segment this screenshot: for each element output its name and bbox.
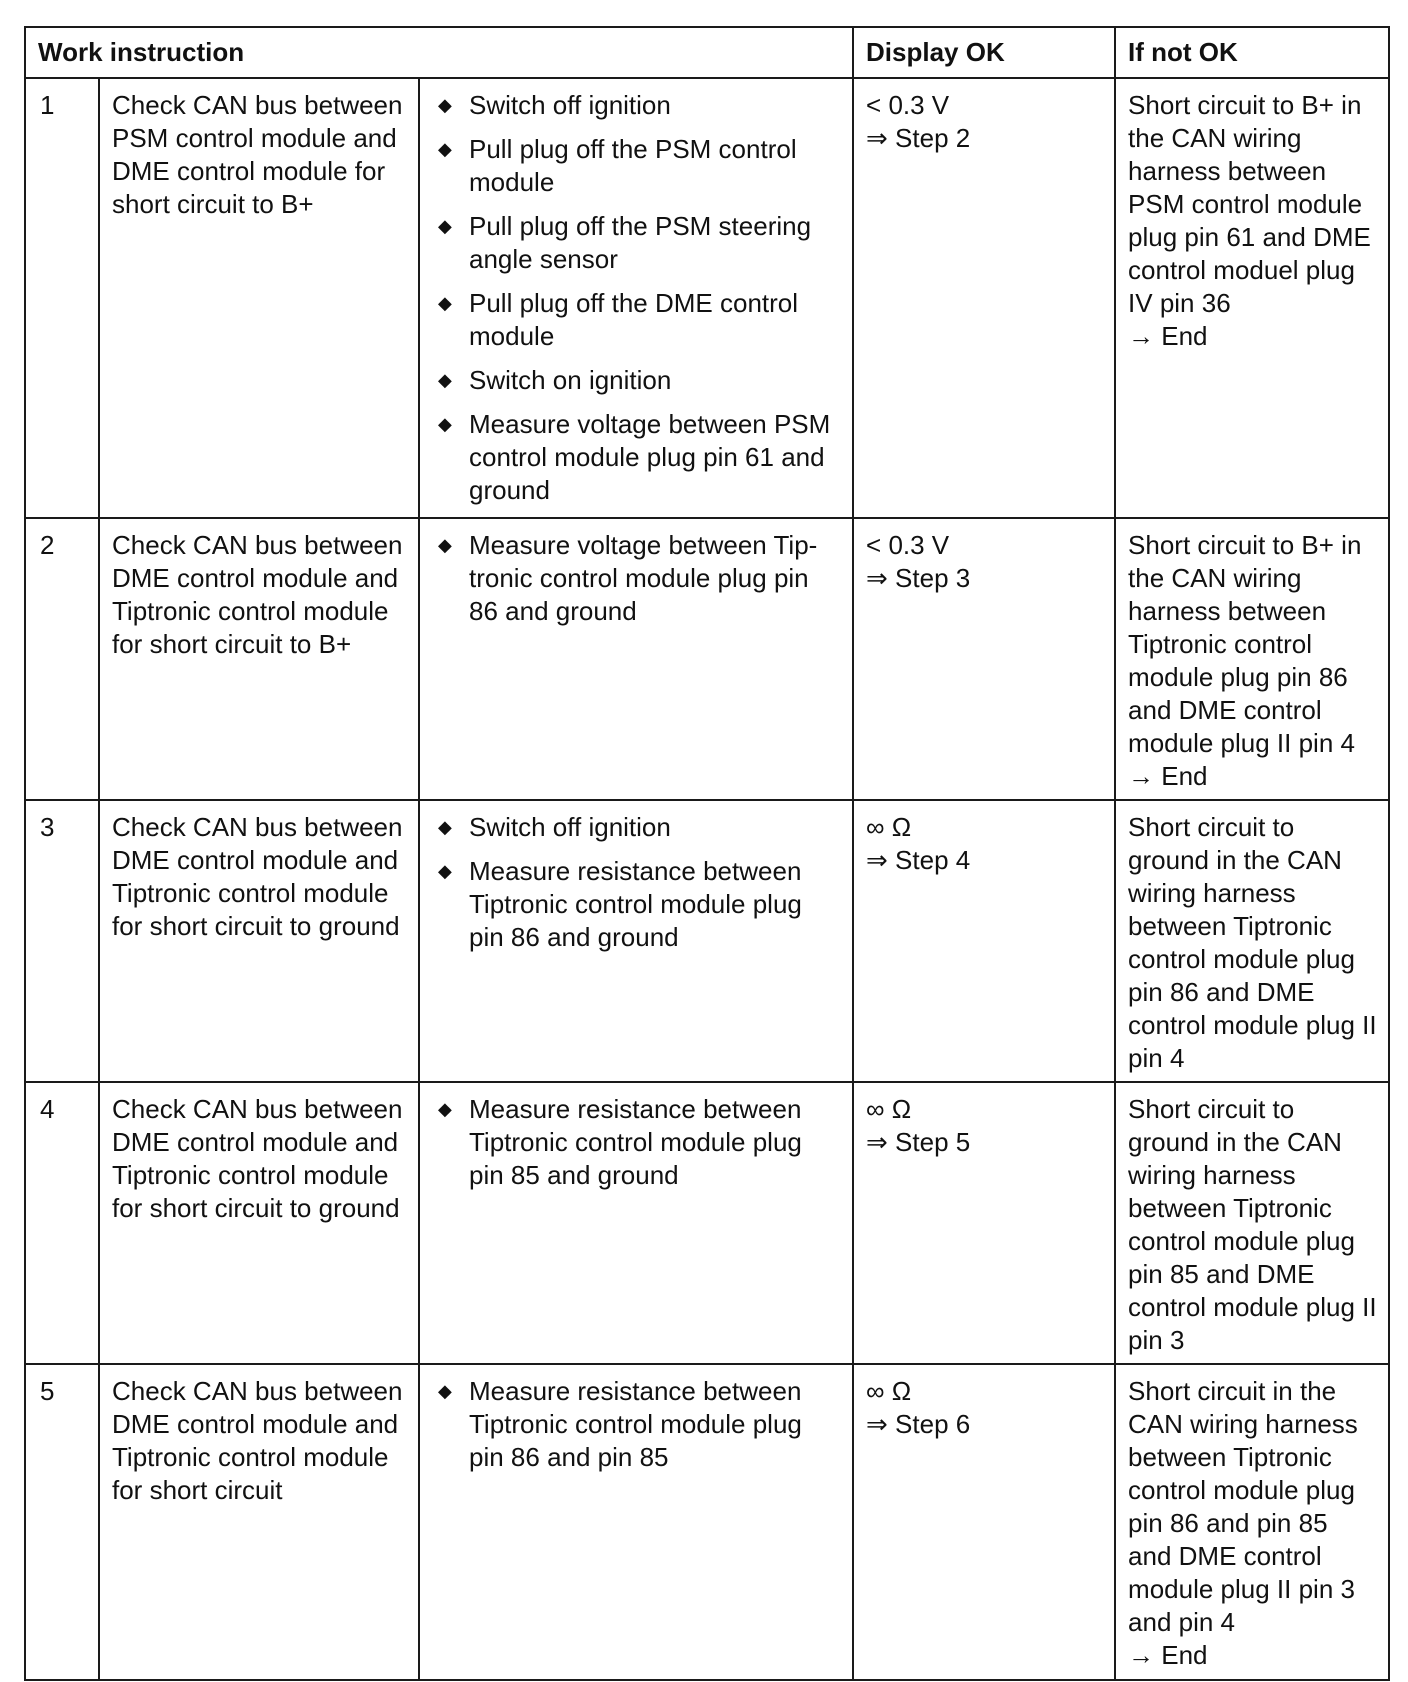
header-work-instruction: Work instruction xyxy=(25,27,853,78)
procedure-cell xyxy=(419,518,853,800)
step-number: 1 xyxy=(25,78,99,518)
fault-description: Short circuit to B+ in the CAN wiring harness between Tiptronic control module plug pin 86 and DME control module plug II pin 4 xyxy=(1128,530,1362,758)
procedure-step: Switch on ignition xyxy=(469,365,672,395)
check-description: Check CAN bus between DME control module and Tiptronic control module for short circuit to B+ xyxy=(99,518,419,800)
end-marker: → End xyxy=(1128,321,1208,351)
display-value: ∞ Ω xyxy=(866,1094,912,1124)
procedure-cell xyxy=(419,1082,853,1364)
display-ok-cell xyxy=(853,518,1115,800)
procedure-step: Pull plug off the DME control module xyxy=(469,288,799,351)
if-not-ok-cell xyxy=(1115,1082,1389,1364)
diamond-bullet-icon: ◆ xyxy=(438,861,452,881)
diamond-bullet-icon: ◆ xyxy=(438,139,452,159)
check-description: Check CAN bus between PSM control module and DME control module for short circuit to B+ xyxy=(99,78,419,518)
display-value: < 0.3 V xyxy=(866,90,950,120)
list-item xyxy=(432,210,842,276)
if-not-ok-cell xyxy=(1115,518,1389,800)
check-description: Check CAN bus between DME control module and Tiptronic control module for short circuit xyxy=(99,1364,419,1680)
table-row xyxy=(25,1082,1389,1364)
display-ok-cell xyxy=(853,1364,1115,1680)
diamond-bullet-icon: ◆ xyxy=(438,370,452,390)
procedure-step: Measure resistance between Tiptronic control module plug pin 86 and pin 85 xyxy=(469,1376,802,1472)
document-page xyxy=(24,26,1388,1681)
list-item xyxy=(432,811,842,844)
procedure-step: Pull plug off the PSM steering angle sensor xyxy=(469,211,812,274)
next-step: ⇒ Step 5 xyxy=(866,1127,971,1157)
diamond-bullet-icon: ◆ xyxy=(438,216,452,236)
diamond-bullet-icon: ◆ xyxy=(438,1099,452,1119)
table-header-row xyxy=(25,27,1389,78)
display-value: ∞ Ω xyxy=(866,1376,912,1406)
diamond-bullet-icon: ◆ xyxy=(438,535,452,555)
procedure-list xyxy=(432,1375,842,1474)
step-number: 3 xyxy=(25,800,99,1082)
display-value: ∞ Ω xyxy=(866,812,912,842)
if-not-ok-cell xyxy=(1115,78,1389,518)
display-ok-cell xyxy=(853,78,1115,518)
procedure-cell xyxy=(419,800,853,1082)
procedure-list xyxy=(432,89,842,507)
list-item xyxy=(432,1375,842,1474)
fault-description: Short circuit to ground in the CAN wiring harness between Tiptronic control module plug pin 86 and DME control module plug II pin 4 xyxy=(1128,812,1377,1073)
procedure-step: Measure voltage between PSM control module plug pin 61 and ground xyxy=(469,409,831,505)
procedure-step: Measure resistance between Tiptronic control module plug pin 85 and ground xyxy=(469,1094,802,1190)
step-number: 4 xyxy=(25,1082,99,1364)
list-item xyxy=(432,287,842,353)
next-step: ⇒ Step 3 xyxy=(866,563,971,593)
fault-description: Short circuit in the CAN wiring harness between Tiptronic control module plug pin 86 and pin 85 and DME control module plug II pin 3 and pin 4 xyxy=(1128,1376,1358,1637)
procedure-step: Switch off ignition xyxy=(469,812,671,842)
display-value: < 0.3 V xyxy=(866,530,950,560)
list-item xyxy=(432,89,842,122)
check-description: Check CAN bus between DME control module and Tiptronic control module for short circuit to ground xyxy=(99,800,419,1082)
step-number: 5 xyxy=(25,1364,99,1680)
end-marker: → End xyxy=(1128,1640,1208,1670)
procedure-step: Measure resistance between Tiptronic control module plug pin 86 and ground xyxy=(469,856,802,952)
if-not-ok-cell xyxy=(1115,800,1389,1082)
list-item xyxy=(432,855,842,954)
procedure-list xyxy=(432,811,842,954)
diamond-bullet-icon: ◆ xyxy=(438,95,452,115)
list-item xyxy=(432,529,842,628)
end-marker: → End xyxy=(1128,761,1208,791)
procedure-step: Switch off ignition xyxy=(469,90,671,120)
work-instruction-table xyxy=(24,26,1390,1681)
table-row xyxy=(25,800,1389,1082)
display-ok-cell xyxy=(853,1082,1115,1364)
table-row xyxy=(25,518,1389,800)
procedure-cell xyxy=(419,78,853,518)
procedure-cell xyxy=(419,1364,853,1680)
display-ok-cell xyxy=(853,800,1115,1082)
next-step: ⇒ Step 6 xyxy=(866,1409,971,1439)
procedure-list xyxy=(432,1093,842,1192)
list-item xyxy=(432,133,842,199)
fault-description: Short circuit to ground in the CAN wiring harness between Tiptronic control module plug pin 85 and DME control module plug II pin 3 xyxy=(1128,1094,1377,1355)
list-item xyxy=(432,364,842,397)
step-number: 2 xyxy=(25,518,99,800)
header-if-not-ok: If not OK xyxy=(1115,27,1389,78)
table-row xyxy=(25,1364,1389,1680)
table-row xyxy=(25,78,1389,518)
diamond-bullet-icon: ◆ xyxy=(438,293,452,313)
next-step: ⇒ Step 4 xyxy=(866,845,971,875)
procedure-step: Pull plug off the PSM control module xyxy=(469,134,797,197)
diamond-bullet-icon: ◆ xyxy=(438,1381,452,1401)
list-item xyxy=(432,408,842,507)
procedure-step: Measure voltage between Tip-tronic control module plug pin 86 and ground xyxy=(469,530,818,626)
next-step: ⇒ Step 2 xyxy=(866,123,971,153)
list-item xyxy=(432,1093,842,1192)
check-description: Check CAN bus between DME control module and Tiptronic control module for short circuit to ground xyxy=(99,1082,419,1364)
procedure-list xyxy=(432,529,842,628)
diamond-bullet-icon: ◆ xyxy=(438,817,452,837)
if-not-ok-cell xyxy=(1115,1364,1389,1680)
diamond-bullet-icon: ◆ xyxy=(438,414,452,434)
fault-description: Short circuit to B+ in the CAN wiring harness between PSM control module plug pin 61 and DME control moduel plug IV pin 36 xyxy=(1128,90,1371,318)
header-display-ok: Display OK xyxy=(853,27,1115,78)
